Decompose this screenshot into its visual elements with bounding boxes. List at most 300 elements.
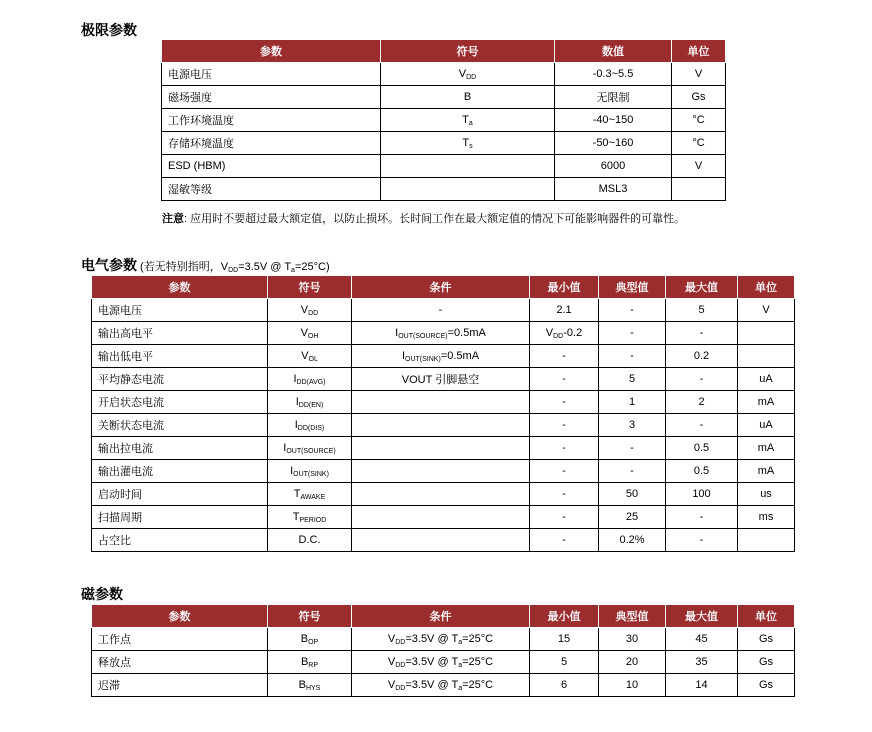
- param-cell-part: 释放点: [98, 657, 131, 669]
- value-cell-part: -0.3~5.5: [592, 68, 634, 80]
- typ-cell-part: -: [630, 442, 634, 454]
- symbol-cell-part: T: [293, 487, 301, 500]
- electrical-subtitle: [137, 261, 330, 273]
- param-cell: [162, 109, 381, 132]
- param-cell-part: 存储环境温度: [168, 138, 234, 150]
- subtitle-sub: a: [291, 267, 295, 274]
- table-row: [162, 178, 726, 201]
- param-cell: [162, 155, 381, 178]
- header-cell: 参数: [92, 605, 268, 628]
- condition-cell-part: -: [438, 303, 443, 316]
- max-cell-part: 0.5: [693, 465, 710, 477]
- typ-cell: [599, 506, 666, 529]
- symbol-cell: [381, 132, 555, 155]
- max-cell: [666, 322, 738, 345]
- unit-cell: [738, 460, 795, 483]
- unit-cell-part: Gs: [691, 91, 706, 103]
- value-cell: [555, 109, 672, 132]
- header-cell: 单位: [738, 605, 795, 628]
- typ-cell-part: 25: [625, 511, 639, 523]
- table-row: [162, 63, 726, 86]
- table-header-row: [92, 276, 795, 299]
- value-cell-part: 6000: [600, 160, 626, 172]
- condition-cell-part: a: [458, 684, 463, 692]
- note-label: 注意: [162, 213, 184, 225]
- max-cell: [666, 299, 738, 322]
- param-cell-part: 启动时间: [98, 489, 142, 501]
- table-row: [92, 483, 795, 506]
- unit-cell-part: °C: [692, 137, 705, 149]
- value-cell-part: 无限制: [596, 92, 630, 104]
- symbol-cell-part: I: [293, 372, 297, 385]
- condition-cell: [352, 299, 530, 322]
- value-cell: [555, 178, 672, 201]
- subtitle-text: =3.5V @ T: [238, 261, 292, 273]
- condition-cell: [352, 437, 530, 460]
- max-cell-part: 5: [698, 304, 705, 316]
- absolute-max-table: [161, 39, 726, 201]
- symbol-cell-part: OUT(SOURCE): [286, 447, 336, 455]
- typ-cell: [599, 391, 666, 414]
- max-cell-part: 0.5: [693, 442, 710, 454]
- condition-cell: [352, 651, 530, 674]
- min-cell: [530, 437, 599, 460]
- symbol-cell-part: OH: [307, 332, 319, 340]
- subtitle-text: (若无特别指明，V: [137, 261, 229, 273]
- max-cell-part: -: [699, 511, 704, 523]
- param-cell-part: 磁场强度: [168, 92, 212, 104]
- max-cell-part: 45: [695, 633, 708, 645]
- header-cell: 最小值: [530, 605, 599, 628]
- min-cell: [530, 345, 599, 368]
- min-cell-part: V: [545, 326, 554, 339]
- unit-cell-part: uA: [759, 373, 773, 385]
- condition-cell: [352, 483, 530, 506]
- symbol-cell: [381, 178, 555, 201]
- symbol-cell-part: DD(EN): [298, 401, 324, 409]
- param-cell: [92, 506, 268, 529]
- condition-cell-part: V: [387, 655, 396, 668]
- unit-cell-part: V: [762, 304, 770, 316]
- unit-cell-part: Gs: [758, 633, 774, 645]
- symbol-cell-part: DD: [308, 309, 319, 317]
- value-cell: [555, 155, 672, 178]
- unit-cell-part: mA: [757, 396, 775, 408]
- unit-cell: [738, 506, 795, 529]
- typ-cell: [599, 437, 666, 460]
- symbol-cell-part: OL: [308, 355, 318, 363]
- typ-cell: [599, 299, 666, 322]
- header-cell: 典型值: [599, 605, 666, 628]
- condition-cell: [352, 368, 530, 391]
- table-row: [92, 368, 795, 391]
- min-cell-part: -: [562, 464, 566, 477]
- param-cell: [92, 368, 268, 391]
- condition-cell-part: OUT(SINK): [405, 355, 441, 363]
- typ-cell: [599, 460, 666, 483]
- condition-cell: [352, 322, 530, 345]
- max-cell: [666, 651, 738, 674]
- param-cell-part: 迟滞: [98, 680, 120, 692]
- min-cell: [530, 391, 599, 414]
- param-cell: [92, 391, 268, 414]
- header-cell: 单位: [672, 40, 726, 63]
- header-cell: 参数: [92, 276, 268, 299]
- min-cell-part: DD: [553, 332, 564, 340]
- symbol-cell-part: V: [300, 303, 309, 316]
- table-row: [162, 86, 726, 109]
- symbol-cell-part: s: [469, 142, 473, 150]
- unit-cell-part: uA: [759, 419, 773, 431]
- max-cell: [666, 628, 738, 651]
- symbol-cell: [268, 368, 352, 391]
- typ-cell-part: 30: [625, 633, 639, 645]
- symbol-cell: [268, 460, 352, 483]
- symbol-cell: [268, 529, 352, 552]
- max-cell-part: 35: [695, 656, 708, 668]
- symbol-cell-part: V: [301, 349, 309, 362]
- param-cell: [92, 437, 268, 460]
- max-cell: [666, 460, 738, 483]
- max-cell: [666, 674, 738, 697]
- unit-cell: [738, 391, 795, 414]
- max-cell: [666, 345, 738, 368]
- symbol-cell: [268, 506, 352, 529]
- symbol-cell-part: AWAKE: [300, 493, 326, 501]
- symbol-cell-part: a: [468, 119, 473, 127]
- table-row: [162, 109, 726, 132]
- min-cell-part: -: [562, 510, 566, 523]
- condition-cell: [352, 506, 530, 529]
- symbol-cell-part: DD: [466, 73, 477, 81]
- symbol-cell-part: HYS: [305, 684, 321, 692]
- symbol-cell-part: OUT(SINK): [293, 470, 329, 478]
- header-cell: 符号: [381, 40, 555, 63]
- symbol-cell: [268, 322, 352, 345]
- symbol-cell-part: T: [462, 113, 469, 126]
- unit-cell: [738, 651, 795, 674]
- unit-cell-part: °C: [692, 114, 705, 126]
- min-cell-part: -: [562, 533, 566, 546]
- condition-cell-part: =25°C: [462, 678, 494, 691]
- note-text: : 应用时不要超过最大额定值，以防止损坏。长时间工作在最大额定值的情况下可能影响器件的可靠性。: [184, 213, 686, 225]
- header-cell: 条件: [352, 276, 530, 299]
- unit-cell: [672, 178, 726, 201]
- symbol-cell-part: T: [292, 510, 300, 523]
- condition-cell-part: I: [401, 349, 406, 362]
- header-cell: 最小值: [530, 276, 599, 299]
- header-cell: 参数: [162, 40, 381, 63]
- param-cell: [92, 414, 268, 437]
- table-row: [92, 674, 795, 697]
- max-cell-part: -: [699, 419, 704, 431]
- max-cell: [666, 368, 738, 391]
- typ-cell-part: 50: [625, 488, 639, 500]
- table-row: [162, 132, 726, 155]
- symbol-cell-part: T: [462, 136, 470, 149]
- param-cell-part: 扫描周期: [98, 512, 142, 524]
- symbol-cell-part: DD(DIS): [297, 424, 325, 432]
- section-title-magnetic: 磁参数: [81, 586, 123, 602]
- param-cell: [92, 674, 268, 697]
- symbol-cell-part: B: [300, 632, 309, 645]
- unit-cell-part: mA: [757, 442, 775, 454]
- typ-cell-part: 20: [625, 656, 639, 668]
- symbol-cell: [268, 651, 352, 674]
- min-cell: [530, 628, 599, 651]
- symbol-cell: [268, 345, 352, 368]
- unit-cell: [738, 483, 795, 506]
- min-cell-part: -: [562, 441, 566, 454]
- min-cell-part: 2.1: [556, 303, 572, 316]
- condition-cell-part: =3.5V @ T: [405, 678, 459, 691]
- max-cell: [666, 437, 738, 460]
- table-row: [92, 460, 795, 483]
- param-cell: [92, 345, 268, 368]
- max-cell: [666, 414, 738, 437]
- condition-cell-part: I: [395, 326, 399, 339]
- header-cell: 单位: [738, 276, 795, 299]
- typ-cell-part: 3: [628, 419, 636, 431]
- value-cell-part: -40~150: [592, 114, 634, 126]
- min-cell: [530, 483, 599, 506]
- symbol-cell-part: B: [298, 678, 306, 691]
- unit-cell: [738, 368, 795, 391]
- condition-cell-part: =0.5mA: [447, 326, 486, 339]
- max-cell: [666, 483, 738, 506]
- unit-cell: [738, 299, 795, 322]
- condition-cell: [352, 414, 530, 437]
- condition-cell-part: =25°C: [462, 632, 494, 645]
- symbol-cell: [381, 155, 555, 178]
- unit-cell: [738, 529, 795, 552]
- symbol-cell: [268, 483, 352, 506]
- min-cell: [530, 506, 599, 529]
- header-cell: 最大值: [666, 276, 738, 299]
- unit-cell: [672, 86, 726, 109]
- warning-note: [162, 210, 685, 226]
- condition-cell-part: DD: [395, 684, 406, 692]
- typ-cell: [599, 674, 666, 697]
- typ-cell-part: 5: [628, 373, 636, 385]
- typ-cell: [599, 628, 666, 651]
- param-cell-part: 工作环境温度: [168, 115, 234, 127]
- typ-cell: [599, 651, 666, 674]
- table-row: [92, 437, 795, 460]
- param-cell: [92, 299, 268, 322]
- param-cell-part: 平均静态电流: [98, 374, 164, 386]
- max-cell-part: -: [699, 373, 704, 385]
- condition-cell-part: V: [387, 678, 396, 691]
- symbol-cell: [381, 86, 555, 109]
- typ-cell: [599, 368, 666, 391]
- condition-cell-part: VOUT 引脚悬空: [401, 374, 480, 386]
- min-cell-part: -: [562, 349, 566, 362]
- typ-cell: [599, 483, 666, 506]
- param-cell: [162, 86, 381, 109]
- condition-cell-part: OUT(SOURCE): [398, 332, 448, 340]
- symbol-cell: [268, 414, 352, 437]
- value-cell-part: MSL3: [598, 183, 628, 195]
- condition-cell: [352, 460, 530, 483]
- min-cell: [530, 368, 599, 391]
- min-cell-part: -: [562, 418, 566, 431]
- table-row: [92, 506, 795, 529]
- unit-cell: [738, 628, 795, 651]
- min-cell-part: 5: [560, 656, 568, 668]
- value-cell: [555, 63, 672, 86]
- param-cell-part: 输出低电平: [98, 351, 153, 363]
- unit-cell: [738, 437, 795, 460]
- table-row: [92, 299, 795, 322]
- typ-cell-part: -: [630, 304, 634, 316]
- symbol-cell-part: PERIOD: [299, 516, 327, 524]
- unit-cell-part: Gs: [758, 679, 774, 691]
- min-cell: [530, 299, 599, 322]
- typ-cell: [599, 529, 666, 552]
- symbol-cell-part: V: [300, 326, 308, 339]
- min-cell: [530, 322, 599, 345]
- min-cell-part: -: [562, 487, 566, 500]
- symbol-cell-part: I: [294, 418, 298, 431]
- min-cell: [530, 529, 599, 552]
- section-title-electrical: [81, 255, 330, 275]
- table-row: [162, 155, 726, 178]
- max-cell-part: 2: [698, 396, 705, 408]
- min-cell-part: -: [562, 395, 566, 408]
- condition-cell-part: =0.5mA: [440, 349, 480, 362]
- unit-cell-part: us: [760, 488, 772, 500]
- electrical-title: 电气参数: [81, 257, 137, 273]
- param-cell: [92, 322, 268, 345]
- min-cell: [530, 414, 599, 437]
- symbol-cell-part: V: [458, 67, 467, 80]
- subtitle-text: =25°C): [294, 261, 330, 273]
- param-cell-part: 工作点: [98, 634, 131, 646]
- condition-cell-part: =25°C: [462, 655, 494, 668]
- header-cell: 最大值: [666, 605, 738, 628]
- typ-cell-part: -: [630, 327, 634, 339]
- unit-cell-part: ms: [758, 511, 774, 523]
- unit-cell: [672, 155, 726, 178]
- param-cell: [92, 651, 268, 674]
- unit-cell: [738, 345, 795, 368]
- table-row: [92, 414, 795, 437]
- max-cell-part: 100: [692, 488, 711, 500]
- param-cell-part: 湿敏等级: [168, 184, 212, 196]
- symbol-cell: [381, 109, 555, 132]
- param-cell-part: 输出高电平: [98, 328, 153, 340]
- condition-cell-part: DD: [395, 661, 406, 669]
- param-cell: [162, 132, 381, 155]
- symbol-cell-part: I: [283, 441, 287, 454]
- min-cell-part: -0.2: [563, 326, 583, 339]
- min-cell-part: 15: [557, 633, 571, 645]
- symbol-cell: [268, 628, 352, 651]
- electrical-table: [91, 275, 795, 552]
- unit-cell-part: Gs: [758, 656, 774, 668]
- param-cell: [92, 483, 268, 506]
- param-cell-part: 输出灌电流: [98, 466, 153, 478]
- header-cell: 符号: [268, 276, 352, 299]
- section-title-absolute-max: 极限参数: [81, 22, 137, 38]
- min-cell: [530, 460, 599, 483]
- condition-cell-part: DD: [395, 638, 406, 646]
- condition-cell-part: =3.5V @ T: [405, 632, 459, 645]
- param-cell-part: 电源电压: [168, 69, 212, 81]
- unit-cell-part: V: [694, 68, 703, 80]
- symbol-cell: [268, 299, 352, 322]
- table-row: [92, 391, 795, 414]
- typ-cell-part: -: [630, 350, 634, 362]
- condition-cell: [352, 529, 530, 552]
- header-cell: 典型值: [599, 276, 666, 299]
- value-cell: [555, 86, 672, 109]
- unit-cell: [672, 109, 726, 132]
- typ-cell: [599, 322, 666, 345]
- table-row: [92, 529, 795, 552]
- condition-cell: [352, 628, 530, 651]
- condition-cell-part: V: [387, 632, 396, 645]
- min-cell: [530, 651, 599, 674]
- param-cell: [92, 460, 268, 483]
- symbol-cell-part: I: [295, 395, 299, 408]
- table-header-row: [162, 40, 726, 63]
- max-cell-part: 14: [695, 679, 708, 691]
- unit-cell: [672, 132, 726, 155]
- param-cell-part: 关断状态电流: [98, 420, 164, 432]
- header-cell: 符号: [268, 605, 352, 628]
- magnetic-table: [91, 604, 795, 697]
- header-cell: 数值: [555, 40, 672, 63]
- subtitle-sub: DD: [228, 267, 239, 274]
- unit-cell: [738, 674, 795, 697]
- typ-cell-part: 0.2%: [619, 534, 645, 546]
- param-cell-part: 电源电压: [98, 305, 142, 317]
- param-cell-part: 占空比: [98, 535, 131, 547]
- param-cell: [92, 628, 268, 651]
- symbol-cell-part: RP: [308, 661, 319, 669]
- condition-cell-part: a: [458, 638, 463, 646]
- unit-cell: [738, 414, 795, 437]
- typ-cell: [599, 345, 666, 368]
- condition-cell: [352, 391, 530, 414]
- unit-cell: [738, 322, 795, 345]
- symbol-cell-part: B: [300, 655, 309, 668]
- symbol-cell-part: D.C.: [298, 533, 321, 546]
- typ-cell-part: 1: [628, 396, 636, 408]
- value-cell-part: -50~160: [592, 137, 634, 149]
- condition-cell-part: =3.5V @ T: [405, 655, 459, 668]
- symbol-cell: [381, 63, 555, 86]
- symbol-cell-part: B: [463, 90, 472, 103]
- max-cell: [666, 506, 738, 529]
- unit-cell-part: mA: [757, 465, 775, 477]
- max-cell-part: 0.2: [693, 350, 710, 362]
- condition-cell-part: a: [458, 661, 463, 669]
- symbol-cell-part: I: [290, 464, 294, 477]
- symbol-cell: [268, 674, 352, 697]
- param-cell-part: ESD (HBM): [168, 160, 226, 172]
- symbol-cell: [268, 391, 352, 414]
- table-header-row: [92, 605, 795, 628]
- min-cell: [530, 674, 599, 697]
- value-cell: [555, 132, 672, 155]
- table-row: [92, 322, 795, 345]
- table-row: [92, 651, 795, 674]
- param-cell-part: 输出拉电流: [98, 443, 153, 455]
- condition-cell: [352, 674, 530, 697]
